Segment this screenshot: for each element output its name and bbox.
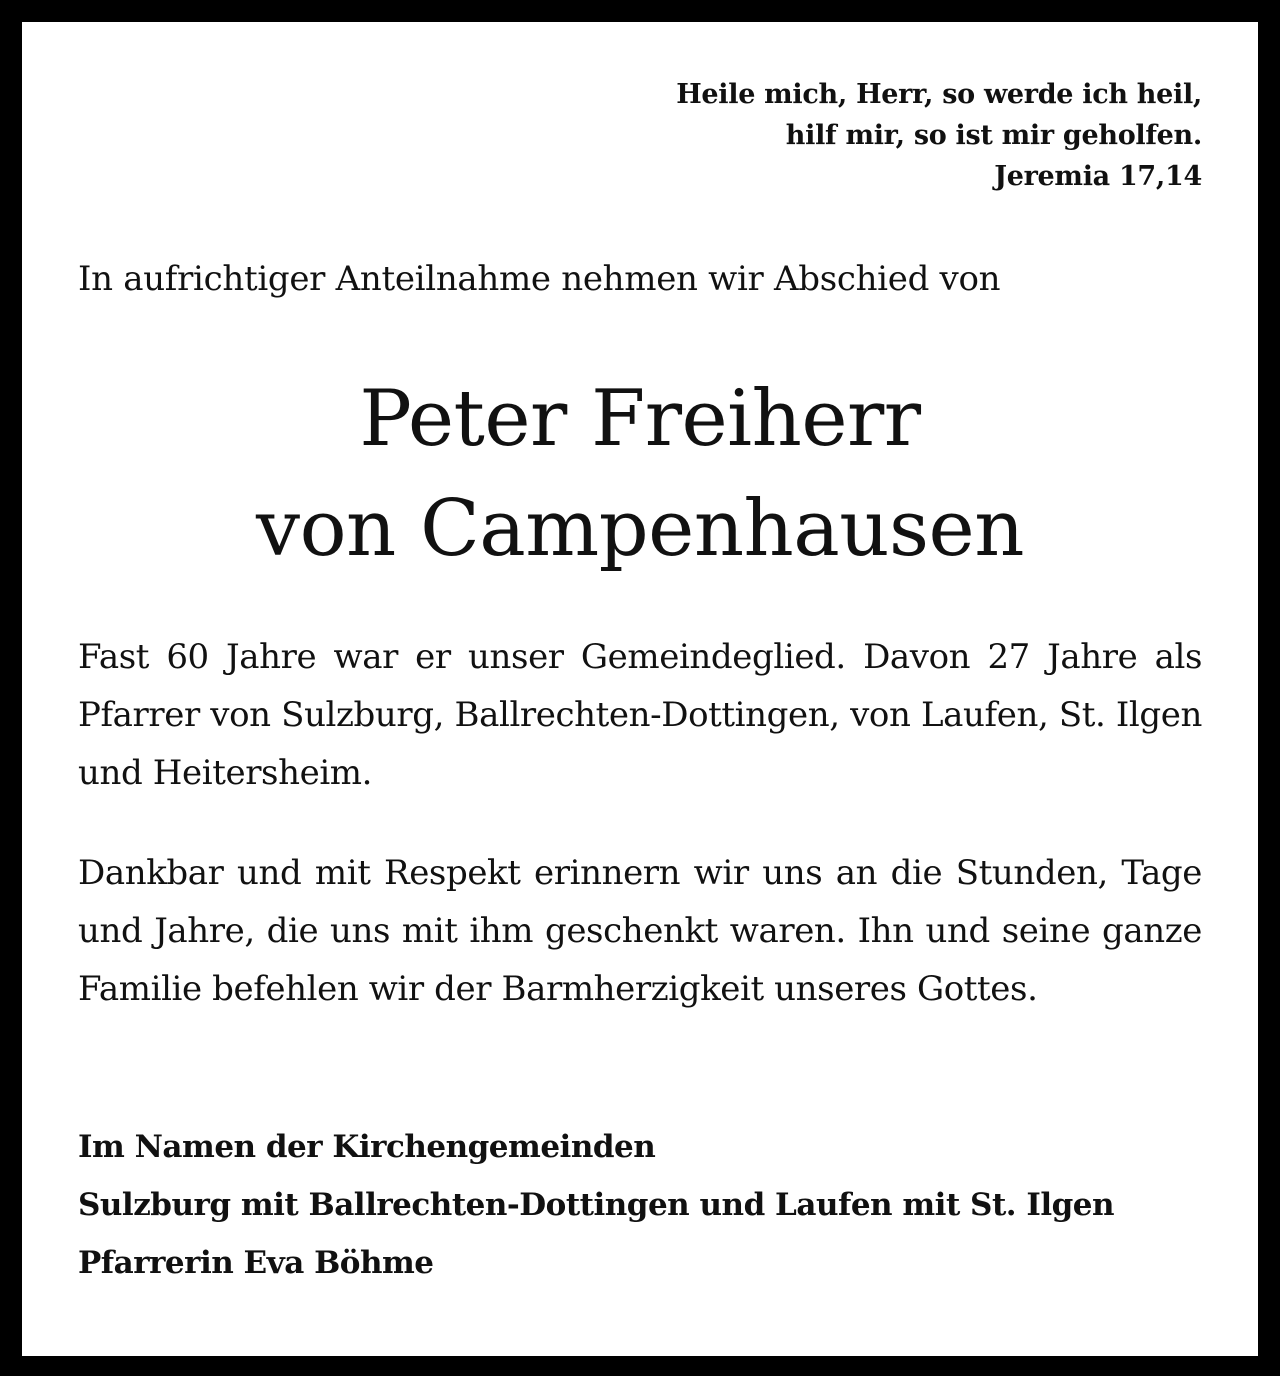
signature-line: Pfarrerin Eva Böhme xyxy=(78,1245,434,1281)
verse-line: hilf mir, so ist mir geholfen. xyxy=(785,120,1202,151)
deceased-name xyxy=(22,364,1258,584)
obituary-notice xyxy=(22,22,1258,1356)
signature-block xyxy=(78,1118,1114,1292)
paragraph-career: Fast 60 Jahre war er unser Gemeindeglied. Davon 27 Jahre als Pfarrer von Sulzburg, Ballrechten-Dottingen, von Laufen, St. Ilgen und Heitersheim. xyxy=(78,637,1202,793)
signature-line: Sulzburg mit Ballrechten-Dottingen und Laufen mit St. Ilgen xyxy=(78,1187,1115,1223)
deceased-name-line: von Campenhausen xyxy=(256,484,1024,574)
verse-reference: Jeremia 17,14 xyxy=(994,161,1202,192)
bible-verse xyxy=(676,74,1202,197)
signature-line: Im Namen der Kirchengemeinden xyxy=(78,1129,656,1165)
intro-text: In aufrichtiger Anteilnahme nehmen wir Abschied von xyxy=(78,259,1001,299)
paragraph-gratitude: Dankbar und mit Respekt erinnern wir uns an die Stunden, Tage und Jahre, die uns mit ihm geschenkt waren. Ihn und seine ganze Familie befehlen wir der Barmherzigkeit unseres Gottes. xyxy=(78,853,1202,1009)
deceased-name-line: Peter Freiherr xyxy=(359,374,921,464)
verse-line: Heile mich, Herr, so werde ich heil, xyxy=(676,79,1202,110)
